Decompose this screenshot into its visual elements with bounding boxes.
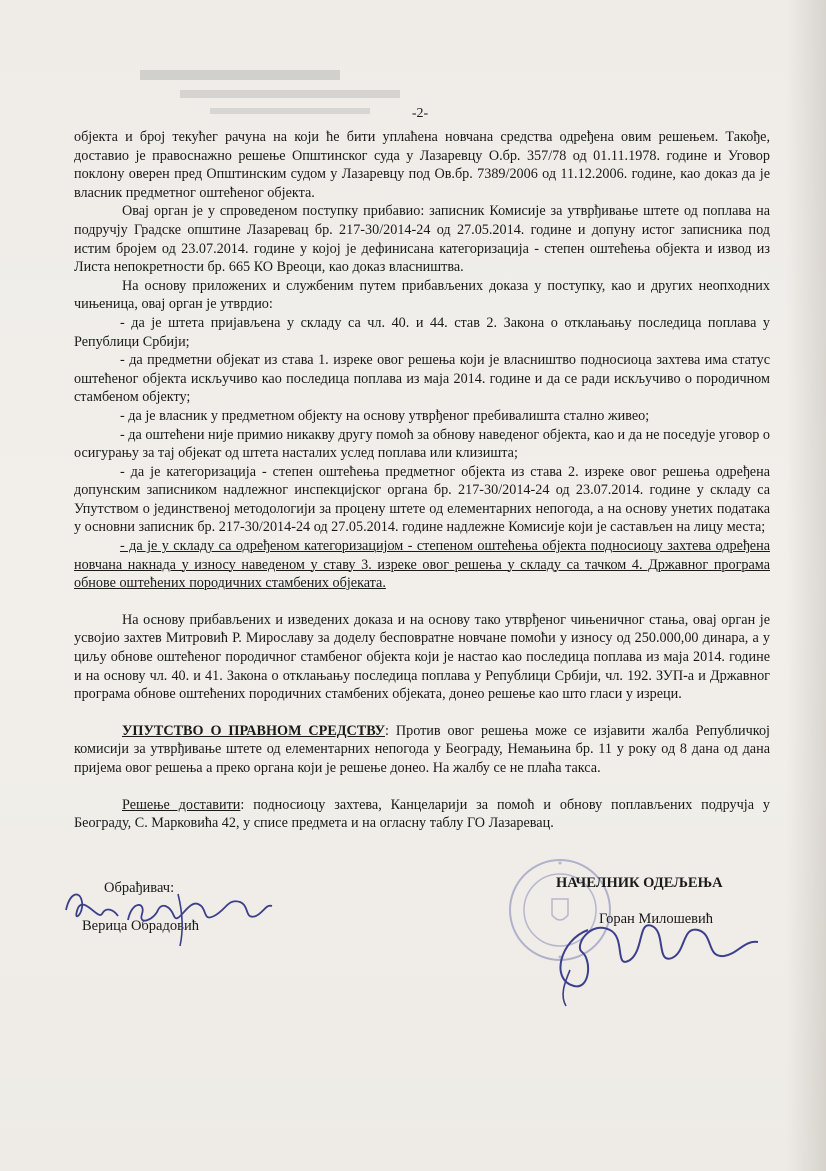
- processor-signature: [58, 880, 278, 950]
- finding-item-6: - да је у складу са одређеном категоризацијом - степеном оштећења објекта подносиоцу захтева одређена новчана накнада у износу наведеном у ставу 3. изреке овог решења у складу са тачком 4. Државног програма обнове оштећених породичних стамбених објеката.: [74, 538, 770, 592]
- delivery-label: Решење доставити: [122, 796, 241, 813]
- legal-remedy-paragraph: [74, 722, 770, 778]
- head-of-department-name: Горан Милошевић: [599, 911, 714, 927]
- paragraph-1: објекта и број текућег рачуна на који ће бити уплаћена новчана средства одређена овим решењем. Такође, доставио је правоснажно решење Општинског суда у Лазаревцу О.бр. 357/78 од 01.11.1978. године и Уговор поклону оверен пред Општинским судом у Лазаревцу под Ов.бр. 7389/2006 од 11.12.2006. године, као доказ да је власник предметног оштећеног објекта.: [74, 129, 770, 201]
- processor-name: Верица Обрадовић: [82, 918, 199, 934]
- head-signature: [530, 900, 770, 1010]
- finding-item-5: - да је категоризација - степен оштећења предметног објекта из става 2. изреке овог решења одређена допунским записником надлежног инспекцијског органа бр. 217-30/2014-24 од 23.07.2014. године у складу са Упутством о јединственој методологији за процену штете од елементарних непогода, а на основу унетих података у основни записник бр. 217-30/2014-24 од 27.05.2014. године надлежне Комисије који је састављен на лицу места;: [74, 463, 770, 536]
- delivery-paragraph: [74, 796, 770, 833]
- page-number: -2-: [411, 106, 429, 121]
- legal-remedy-heading: УПУТСТВО О ПРАВНОМ СРЕДСТВУ: [122, 722, 385, 739]
- processor-label: Обрађивач:: [104, 880, 175, 896]
- finding-item-1: - да је штета пријављена у складу са чл. 40. и 44. став 2. Закона о отклањању последица поплава у Републици Србији;: [74, 314, 770, 350]
- delivery-text: : подносиоцу захтева, Канцеларији за помоћ и обнову поплављених подручја у Београду, С. Марковића 42, у списе предмета и на огласну таблу ГО Лазаревац.: [74, 796, 770, 832]
- head-of-department-title: НАЧЕЛНИК ОДЕЉЕЊА: [556, 875, 723, 891]
- paragraph-decision: На основу прибављених и изведених доказа и на основу тако утврђеног чињеничног стања, овај орган је усвојио захтев Митровић Р. Мирославу за доделу бесповратне новчане помоћи у износу од 250.000,00 динара, а у циљу обнове оштећеног породичног стамбеног објекта који је настао као последица поплава из маја 2014. године и на основу чл. 40. и 41. Закона о отклањању последица поплава у Републици Србији, чл. 192. ЗУП-а и Државног програма обнове оштећених породичних стамбених објеката, донео решење као што гласи у изреци.: [74, 611, 770, 703]
- paragraph-3: На основу приложених и службеним путем прибављених доказа у поступку, као и других неопходних чињеница, овај орган је утврдио:: [74, 277, 770, 313]
- finding-item-4: - да оштећени није примио никакву другу помоћ за обнову наведеног објекта, као и да не поседује уговор о осигурању за тај објекат од штета насталих услед поплава или клизишта;: [74, 426, 770, 462]
- paragraph-2: Овај орган је у спроведеном поступку прибавио: записник Комисије за утврђивање штете од поплава на подручју Градске општине Лазаревац бр. 217-30/2014-24 од 27.05.2014. године и допуну истог записника под истим бројем од 23.07.2014. године у којој је дефинисана категоризација - степен оштећења објекта и извод из Листа непокретности бр. 665 КО Вреоци, као доказ власништва.: [74, 203, 770, 276]
- body-text: [74, 128, 770, 833]
- legal-remedy-text: : Против овог решења може се изјавити жалба Републичкој комисији за утврђивање штете од елементарних непогода у Београду, Немањина бр. 11 у року од 8 дана од дана пријема овог решења а преко органа који је решење донео. На жалбу се не плаћа такса.: [74, 722, 770, 776]
- finding-item-2: - да предметни објекат из става 1. изреке овог решења који је власништво подносиоца захтева има статус оштећеног објекта искључиво као последица поплава из маја 2014. године и да се ради искључиво о породичном стамбеном објекту;: [74, 352, 770, 406]
- finding-item-3: - да је власник у предметном објекту на основу утврђеног пребивалишта стално живео;: [120, 407, 650, 424]
- torn-edge: [786, 0, 826, 1171]
